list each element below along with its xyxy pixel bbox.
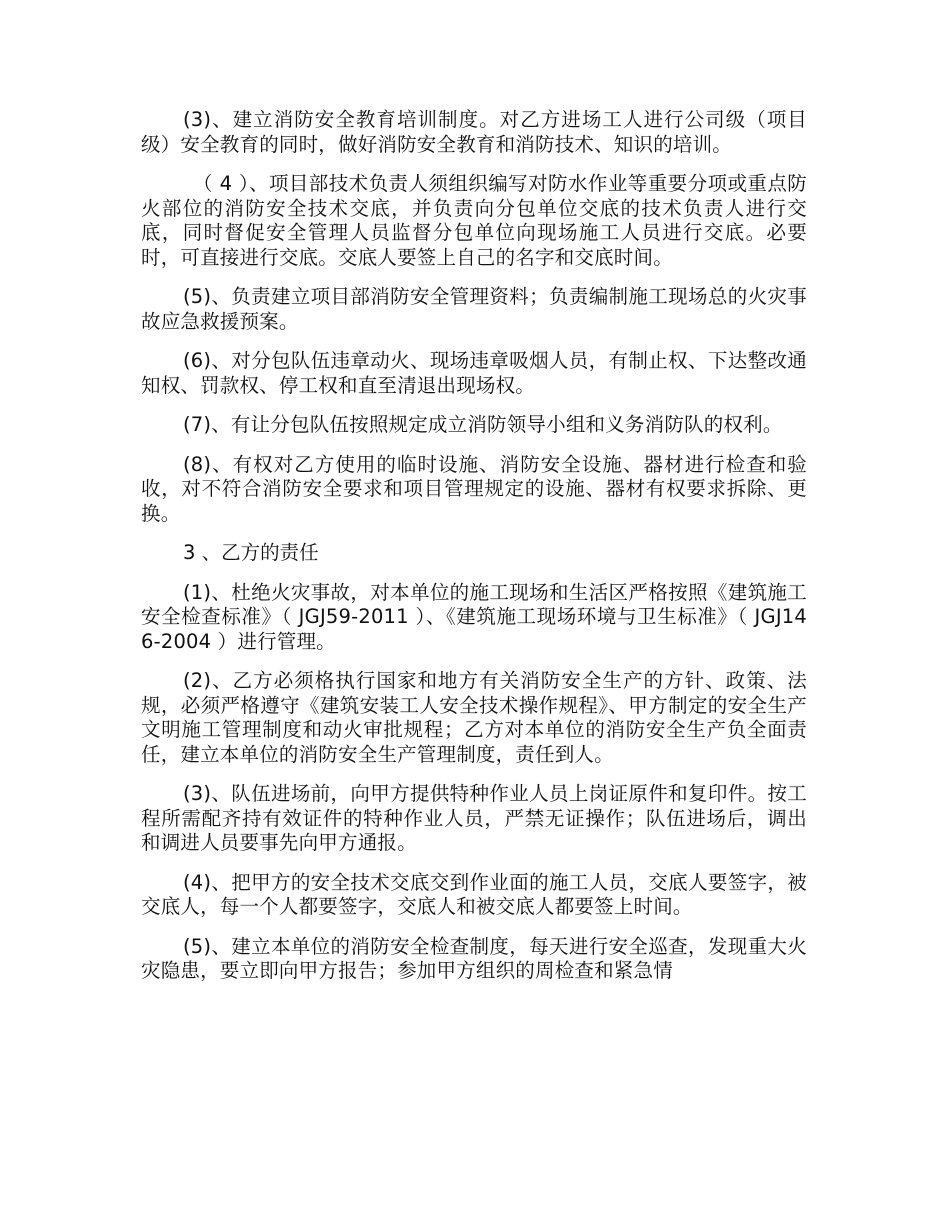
paragraph-b-item-4-signatures: (4)、把甲方的安全技术交底交到作业面的施工人员，交底人要签字，被交底人，每一个人都要签字，交底人和被交底人都要签上时间。 (141, 870, 807, 918)
paragraph-item-8-inspection-right: (8)、有权对乙方使用的临时设施、消防安全设施、器材进行检查和验收，对不符合消防安全要求和项目管理规定的设施、器材有权要求拆除、更换。 (141, 452, 807, 525)
paragraph-item-7-fire-team-right: (7)、有让分包队伍按照规定成立消防领导小组和义务消防队的权利。 (183, 413, 783, 436)
paragraph-item-6-violation-authority: (6)、对分包队伍违章动火、现场违章吸烟人员，有制止权、下达整改通知权、罚款权、停工权和直至清退出现场权。 (141, 349, 807, 397)
paragraph-b-item-3-personnel: (3)、队伍进场前，向甲方提供特种作业人员上岗证原件和复印件。按工程所需配齐持有效证件的特种作业人员，严禁无证操作；队伍进场后，调出和调进人员要事先向甲方通报。 (141, 782, 807, 854)
section-heading-party-b: 3 、乙方的责任 (183, 541, 319, 564)
paragraph-item-4-technical-briefing: （ 4 ）、项目部技术负责人须组织编写对防水作业等重要分项或重点防火部位的消防安全技术交底，并负责向分包单位交底的技术负责人进行交底，同时督促安全管理人员监督分包单位向现场施工人员进行交底。必要时，可直接进行交底。交底人要签上自己的名字和交底时间。 (141, 172, 807, 269)
paragraph-item-3-fire-training: (3)、建立消防安全教育培训制度。对乙方进场工人进行公司级（项目级）安全教育的同时，做好消防安全教育和消防技术、知识的培训。 (141, 108, 807, 156)
paragraph-b-item-2-regulations: (2)、乙方必须格执行国家和地方有关消防安全生产的方针、政策、法规，必须严格遵守《建筑安装工人安全技术操作规程》、甲方制定的安全生产文明施工管理制度和动火审批规程；乙方对本单位的消防安全生产负全面责任，建立本单位的消防安全生产管理制度，责任到人。 (141, 669, 807, 766)
paragraph-b-item-1-no-fire: (1)、杜绝火灾事故，对本单位的施工现场和生活区严格按照《建筑施工安全检查标准》（ JGJ59-2011 ）、《建筑施工现场环境与卫生标准》（ JGJ146-2004 ）进行管理。 (141, 580, 807, 653)
paragraph-b-item-5-inspection: (5)、建立本单位的消防安全检查制度，每天进行安全巡查，发现重大火灾隐患，要立即向甲方报告；参加甲方组织的周检查和紧急情 (141, 934, 807, 982)
paragraph-item-5-management-records: (5)、负责建立项目部消防安全管理资料；负责编制施工现场总的火灾事故应急救援预案。 (141, 285, 807, 333)
document-body (141, 108, 807, 999)
